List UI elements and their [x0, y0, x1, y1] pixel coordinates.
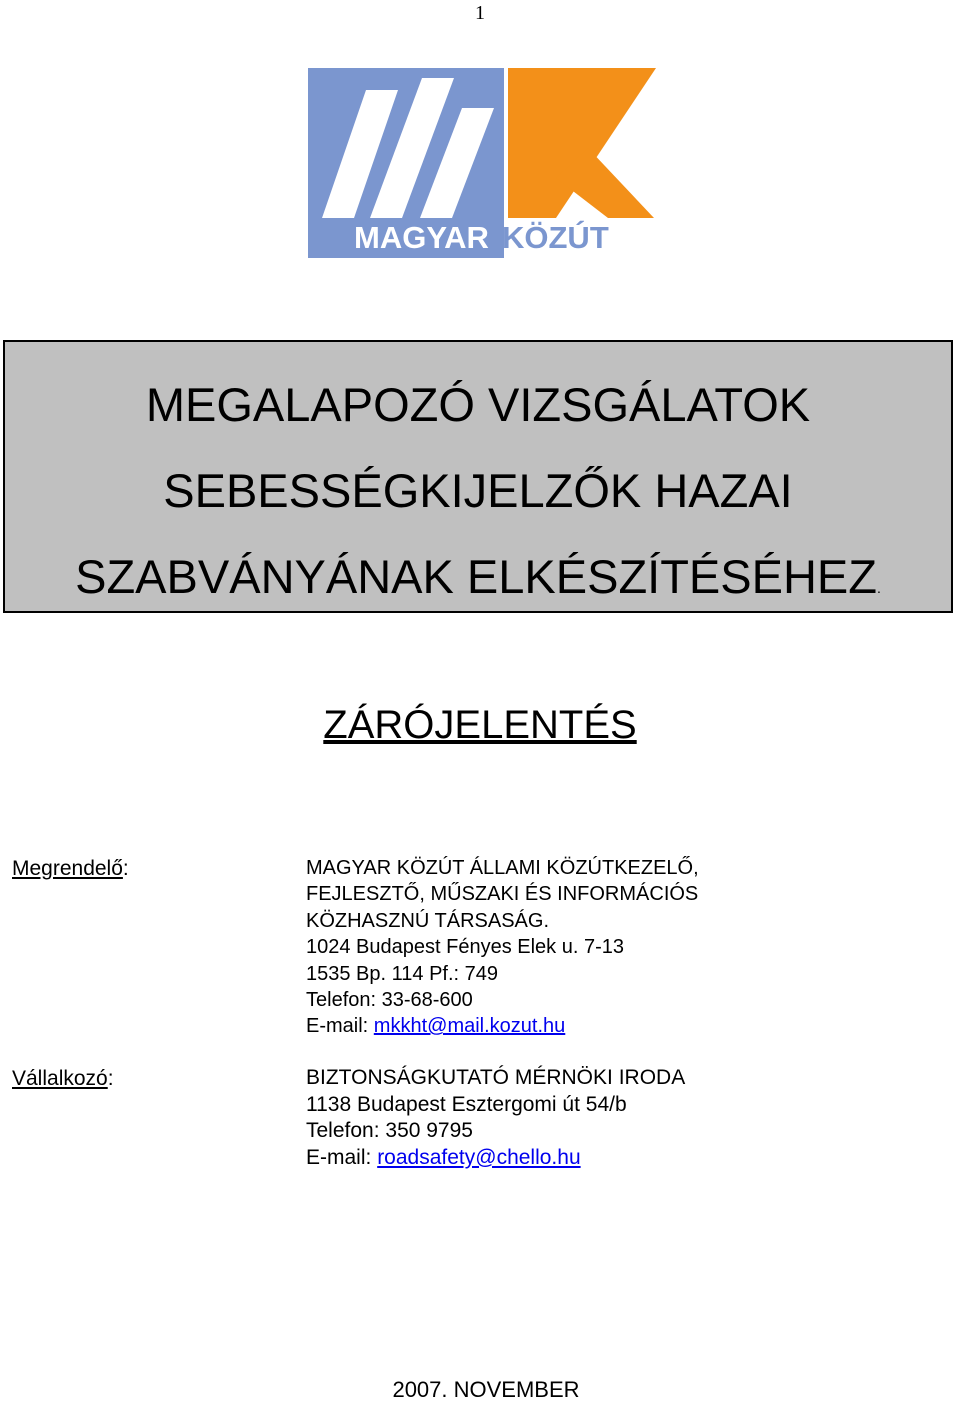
contractor-email-line: [306, 1145, 685, 1172]
client-line: KÖZHASZNÚ TÁRSASÁG.: [306, 909, 550, 932]
client-label-colon: :: [122, 857, 129, 880]
title-box: [3, 340, 953, 613]
report-date: 2007. NOVEMBER: [392, 1377, 580, 1402]
client-email-line: [306, 1013, 699, 1039]
contractor-label-text: Vállalkozó: [12, 1067, 108, 1090]
client-line: 1024 Budapest Fényes Elek u. 7-13: [306, 936, 624, 959]
logo-orange-k: [508, 68, 656, 218]
title-line-2: SEBESSÉGKIJELZŐK HAZAI: [163, 464, 793, 517]
title-trailing-dot: .: [876, 580, 881, 596]
page-number: 1: [475, 2, 485, 24]
contractor-line: 1138 Budapest Esztergomi út 54/b: [306, 1092, 627, 1116]
contractor-email-prefix: E-mail:: [306, 1145, 378, 1169]
client-details: [306, 855, 699, 1040]
contractor-label: [12, 1066, 114, 1092]
client-line: MAGYAR KÖZÚT ÁLLAMI KÖZÚTKEZELŐ,: [306, 857, 699, 879]
contractor-line: BIZTONSÁGKUTATÓ MÉRNÖKI IRODA: [306, 1066, 686, 1089]
contractor-label-colon: :: [107, 1067, 114, 1090]
logo-word-kozut: KÖZÚT: [502, 220, 609, 255]
report-title: ZÁRÓJELENTÉS: [323, 703, 637, 747]
client-email-prefix: E-mail:: [306, 1015, 374, 1038]
client-line: Telefon: 33-68-600: [306, 989, 473, 1012]
client-label-text: Megrendelő: [12, 857, 123, 880]
magyar-kozut-logo: [308, 68, 656, 258]
contractor-email-link[interactable]: roadsafety@chello.hu: [377, 1145, 581, 1169]
title-line-1: MEGALAPOZÓ VIZSGÁLATOK: [145, 378, 811, 431]
client-label: [12, 856, 129, 882]
contractor-line: Telefon: 350 9795: [306, 1119, 473, 1142]
title-line-3-text: SZABVÁNYÁNAK ELKÉSZÍTÉSÉHEZ: [75, 550, 877, 603]
client-line: 1535 Bp. 114 Pf.: 749: [306, 962, 499, 985]
logo-word-magyar: MAGYAR: [354, 220, 489, 255]
contractor-details: [306, 1065, 685, 1171]
client-email-link[interactable]: mkkht@mail.kozut.hu: [373, 1015, 566, 1038]
client-line: FEJLESZTŐ, MŰSZAKI ÉS INFORMÁCIÓS: [306, 883, 699, 906]
title-line-3: [5, 550, 951, 615]
